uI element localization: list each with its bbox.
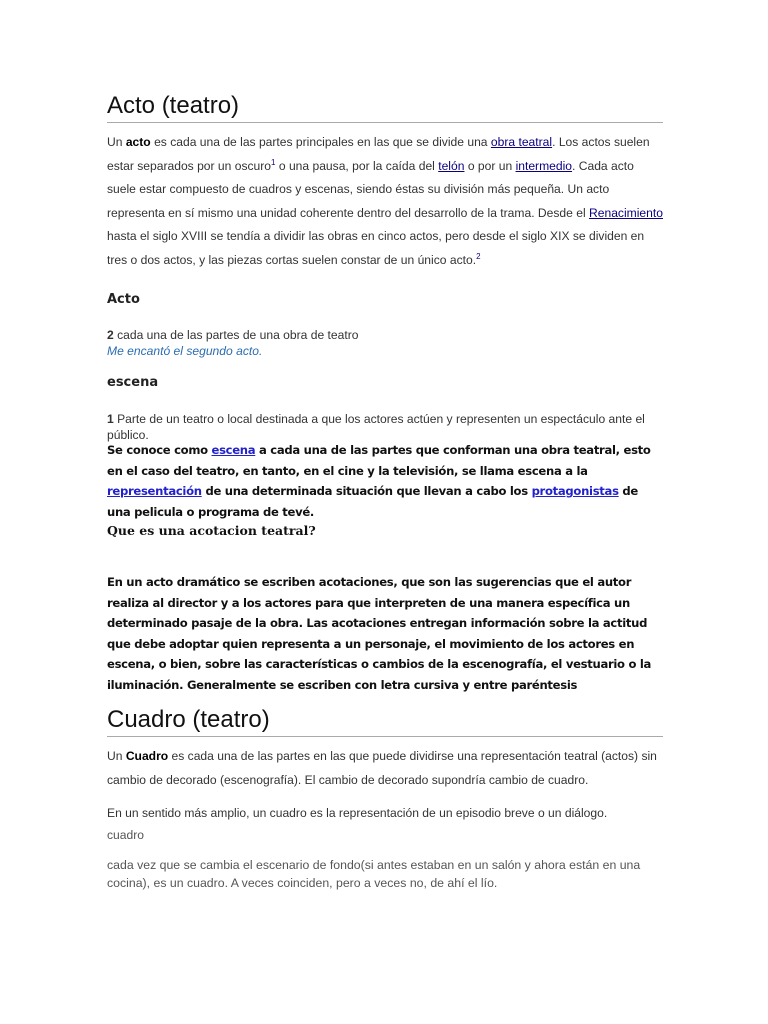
escena-bold-paragraph — [107, 440, 663, 522]
cuadro-paragraph-3: cada vez que se cambia el escenario de fondo(si antes estaban en un salón y ahora están en una cocina), es un cuadro. A veces coinciden, pero a veces no, de ahí el lío. — [107, 858, 641, 890]
link-escena[interactable]: escena — [211, 443, 256, 457]
bold-term-acto: acto — [125, 135, 151, 149]
acto-wiki-paragraph — [107, 131, 663, 272]
acotacion-paragraph: En un acto dramático se escriben acotaciones, que son las sugerencias que el autor realiza al director y a los actores para que interpreten de una manera específica un determinado pasaje de la obra. Las acotaciones entregan información sobre la actitud que debe adoptar quien representa a un personaje, el movimiento de los actores en escena, o bien, sobre las características o cambios de la escenografía, el vestuario o la iluminación. Generalmente se escriben con letra cursiva y entre paréntesis — [107, 575, 652, 692]
definition-number: 2 — [107, 328, 114, 342]
link-renacimiento[interactable]: Renacimiento — [589, 205, 663, 220]
heading-acto-dict: Acto — [107, 292, 140, 307]
bold-term-cuadro: Cuadro — [125, 749, 169, 763]
acto-dict-definition — [107, 327, 663, 343]
link-representacion[interactable]: representación — [107, 484, 202, 498]
cuadro-label: cuadro — [107, 828, 144, 842]
text: Se conoce como — [107, 443, 212, 457]
text: Un — [107, 135, 126, 149]
text: . Cada acto suele estar compuesto de cuadros y escenas, siendo éstas su división más pequeña. Un acto representa en sí mismo una unidad coherente dentro del desarrollo de la trama. Desde el — [107, 158, 634, 220]
text: de una determinada situación que llevan a cabo los — [201, 484, 532, 498]
link-obra-teatral[interactable]: obra teatral — [490, 135, 553, 149]
page-title-acto: Acto (teatro) — [107, 92, 663, 123]
page-title-cuadro: Cuadro (teatro) — [107, 706, 663, 737]
acto-example: Me encantó el segundo acto. — [107, 344, 263, 358]
definition-text: Parte de un teatro o local destinada a que los actores actúen y representen un espectáculo ante el público. — [107, 412, 645, 442]
definition-number: 1 — [107, 412, 114, 426]
definition-text: cada una de las partes de una obra de teatro — [113, 328, 359, 342]
link-protagonistas[interactable]: protagonistas — [531, 484, 619, 498]
text: o una pausa, por la caída del — [275, 158, 439, 173]
reference-2[interactable]: 2 — [476, 251, 481, 261]
cuadro-wiki-paragraph — [107, 745, 663, 792]
text: o por un — [464, 158, 516, 173]
text: a cada una de las partes que conforman una obra teatral, esto en el caso del teatro, en tanto, en el cine y la televisión, se llama escena a la — [107, 443, 651, 478]
text: es cada una de las partes principales en las que se divide una — [150, 135, 491, 149]
text: Un — [107, 749, 126, 763]
text: . Los actos suelen estar separados por un oscuro — [107, 135, 650, 173]
text: hasta el siglo XVIII se tendía a dividir las obras en cinco actos, pero desde el siglo XIX se dividen en tres o dos actos, y las piezas cortas suelen constar de un único acto. — [107, 229, 645, 267]
text: de una pelicula o programa de tevé. — [107, 484, 638, 519]
link-intermedio[interactable]: intermedio — [515, 158, 573, 173]
escena-definition — [107, 411, 663, 443]
link-telon[interactable]: telón — [438, 158, 465, 173]
cuadro-paragraph-2: En un sentido más amplio, un cuadro es la representación de un episodio breve o un diálogo. — [107, 806, 608, 820]
heading-acotacion: Que es una acotacion teatral? — [107, 523, 316, 538]
heading-escena: escena — [107, 375, 159, 390]
reference-1[interactable]: 1 — [271, 157, 276, 167]
text: es cada una de las partes en las que puede dividirse una representación teatral (actos) sin cambio de decorado (escenografía). El cambio de decorado supondría cambio de cuadro. — [107, 749, 657, 787]
